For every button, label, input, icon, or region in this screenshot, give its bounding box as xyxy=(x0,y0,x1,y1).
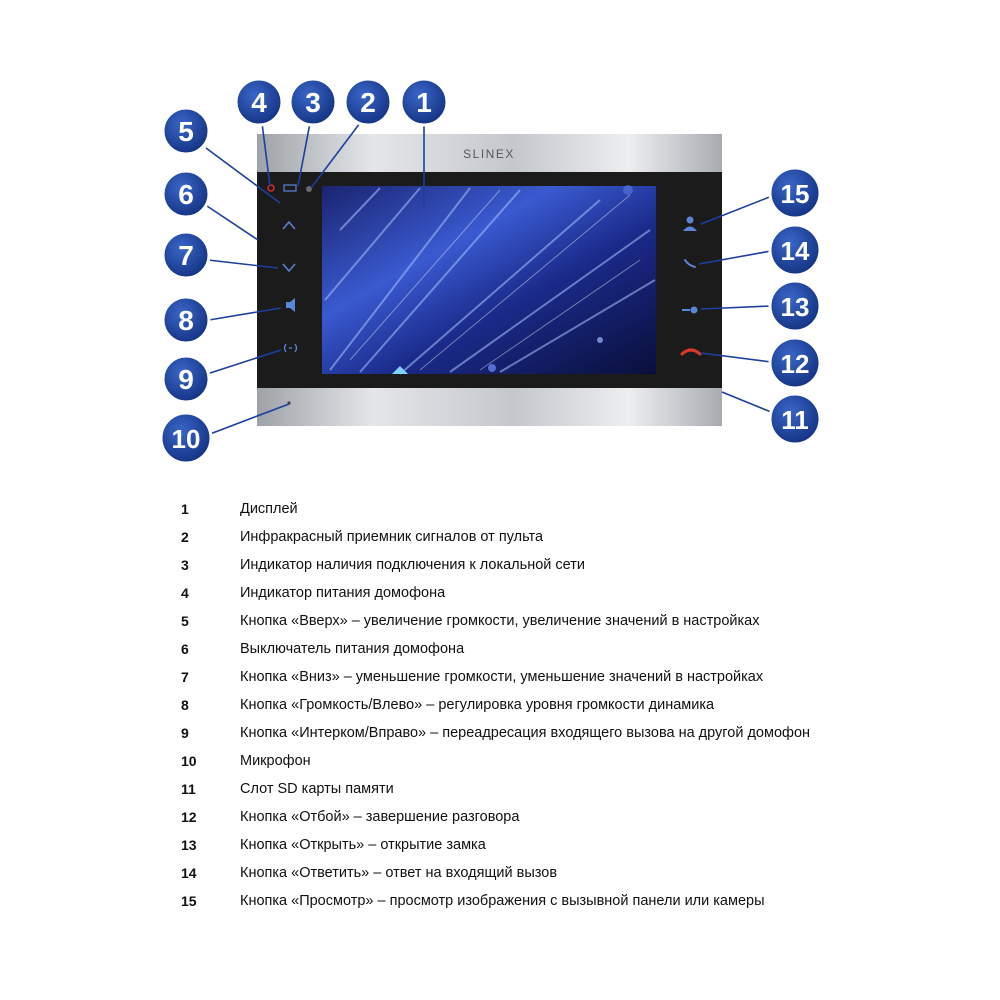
svg-text:14: 14 xyxy=(780,236,810,266)
legend-number: 13 xyxy=(181,837,197,853)
legend-description: Кнопка «Ответить» – ответ на входящий вызов xyxy=(240,865,558,881)
legend-description: Дисплей xyxy=(240,501,298,517)
legend-item xyxy=(0,775,1000,803)
legend-description: Кнопка «Интерком/Вправо» – переадресация входящего вызова на другой домофон xyxy=(240,725,811,741)
legend-description: Выключатель питания домофона xyxy=(240,641,465,657)
svg-text:10: 10 xyxy=(171,424,201,454)
legend-number: 4 xyxy=(181,585,189,601)
callout-9 xyxy=(163,356,209,402)
legend-description: Кнопка «Открыть» – открытие замка xyxy=(240,837,486,853)
callout-11 xyxy=(770,394,820,444)
callout-13 xyxy=(770,281,820,331)
legend-number: 10 xyxy=(181,753,197,769)
callout-15 xyxy=(770,168,820,218)
legend-item xyxy=(0,551,1000,579)
legend-item xyxy=(0,887,1000,915)
legend-description: Индикатор наличия подключения к локальной сети xyxy=(240,557,585,573)
brand-logo: SLINEX xyxy=(463,147,515,161)
display-screen xyxy=(322,185,656,374)
legend-number: 1 xyxy=(181,501,189,517)
callout-6 xyxy=(163,171,209,217)
legend-item xyxy=(0,607,1000,635)
legend-description: Кнопка «Громкость/Влево» – регулировка уровня громкости динамика xyxy=(240,697,715,713)
legend-item xyxy=(0,691,1000,719)
svg-text:8: 8 xyxy=(178,305,194,336)
legend-item xyxy=(0,635,1000,663)
svg-text:9: 9 xyxy=(178,364,194,395)
svg-text:5: 5 xyxy=(178,116,194,147)
legend-number: 15 xyxy=(181,893,197,909)
callout-10 xyxy=(161,413,211,463)
legend-item xyxy=(0,523,1000,551)
legend-description: Кнопка «Вниз» – уменьшение громкости, уменьшение значений в настройках xyxy=(240,669,764,685)
legend-description: Инфракрасный приемник сигналов от пульта xyxy=(240,529,544,545)
svg-text:2: 2 xyxy=(360,87,376,118)
legend-description: Кнопка «Просмотр» – просмотр изображения с вызывной панели или камеры xyxy=(240,893,765,909)
legend-description: Кнопка «Вверх» – увеличение громкости, увеличение значений в настройках xyxy=(240,613,760,629)
legend-item xyxy=(0,579,1000,607)
svg-text:15: 15 xyxy=(780,179,810,209)
legend-number: 14 xyxy=(181,865,197,881)
svg-text:13: 13 xyxy=(780,292,810,322)
svg-text:6: 6 xyxy=(178,179,194,210)
callout-8 xyxy=(163,297,209,343)
svg-text:11: 11 xyxy=(781,405,809,435)
legend-number: 6 xyxy=(181,641,189,657)
svg-text:3: 3 xyxy=(305,87,321,118)
legend-number: 7 xyxy=(181,669,189,685)
legend-number: 2 xyxy=(181,529,189,545)
legend-description: Слот SD карты памяти xyxy=(240,781,394,797)
callout-12 xyxy=(770,338,820,388)
intercom-monitor xyxy=(257,134,722,426)
legend-description: Кнопка «Отбой» – завершение разговора xyxy=(240,809,520,825)
legend-item xyxy=(0,803,1000,831)
legend-item xyxy=(0,859,1000,887)
legend-number: 8 xyxy=(181,697,189,713)
callout-2 xyxy=(345,79,391,125)
legend-number: 3 xyxy=(181,557,189,573)
legend-item xyxy=(0,719,1000,747)
intercom-diagram xyxy=(0,0,1000,470)
legend-number: 12 xyxy=(181,809,197,825)
legend-number: 5 xyxy=(181,613,189,629)
legend-description: Микрофон xyxy=(240,753,311,769)
callout-5 xyxy=(163,108,209,154)
legend-item xyxy=(0,495,1000,523)
callout-14 xyxy=(770,225,820,275)
svg-text:7: 7 xyxy=(178,240,194,271)
svg-text:1: 1 xyxy=(416,87,432,118)
legend-item xyxy=(0,747,1000,775)
legend-item xyxy=(0,831,1000,859)
callout-1 xyxy=(401,79,447,125)
legend-description: Индикатор питания домофона xyxy=(240,585,446,601)
callout-3 xyxy=(290,79,336,125)
svg-text:4: 4 xyxy=(251,87,267,118)
legend-number: 11 xyxy=(181,781,196,797)
callout-7 xyxy=(163,232,209,278)
legend-number: 9 xyxy=(181,725,189,741)
legend-item xyxy=(0,663,1000,691)
callout-4 xyxy=(236,79,282,125)
svg-text:12: 12 xyxy=(780,349,810,379)
